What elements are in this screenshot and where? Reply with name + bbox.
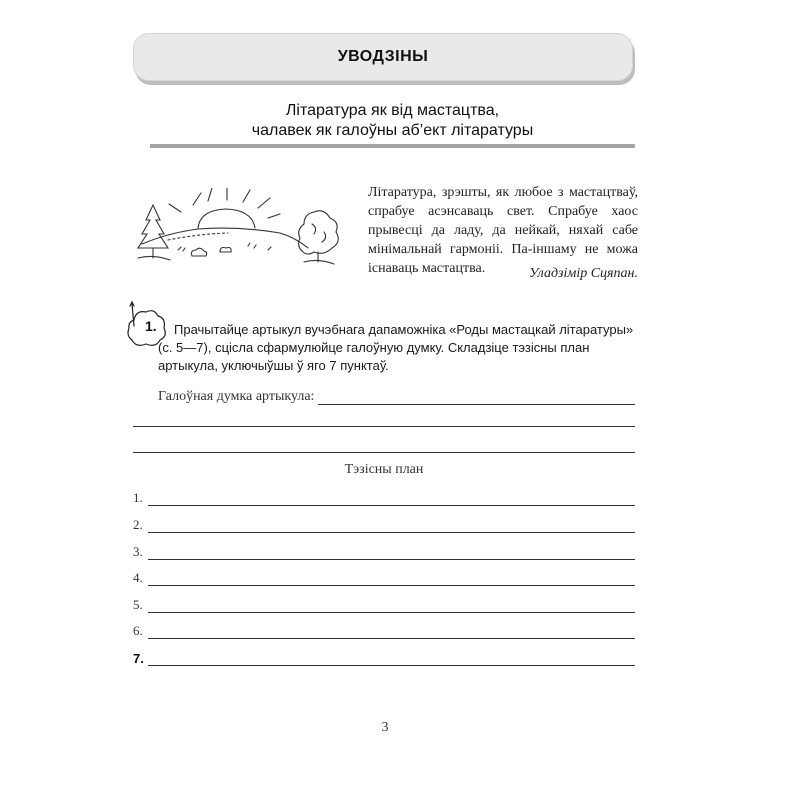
epigraph-text: Літаратура, зрэшты, як любое з мастацтваў, спрабуе асэнсаваць свет. Спрабуе хаос прывесці да ладу, да нейкай, няхай сабе мінімальнай гармоніі. Па-іншаму не можа існаваць мастацтва. <box>368 185 638 276</box>
plan-item-number: 3. <box>133 544 143 559</box>
title-divider <box>150 144 635 148</box>
plan-item <box>133 595 635 613</box>
plan-item <box>133 568 635 586</box>
main-idea-label: Галоўная думка артыкула: <box>158 389 315 404</box>
plan-item-answer-line[interactable] <box>148 600 635 613</box>
section-title-line-1: Літаратура як від мастацтва, <box>285 102 500 119</box>
task-instructions: Прачытайце артыкул вучэбнага дапаможніка «Роды мастацкай літаратуры» (с. 5—7), сцісла сфармулюйце галоўную думку. Складзіце тэзісны план артыкула, уключыўшы ў яго 7 пунктаў. <box>158 322 634 373</box>
plan-item <box>133 648 635 666</box>
plan-item <box>133 488 635 506</box>
plan-item-answer-line[interactable] <box>148 547 635 560</box>
chapter-title: УВОДЗІНЫ <box>337 48 429 65</box>
plan-item-number: 2. <box>133 517 143 532</box>
plan-item-number: 7. <box>133 651 144 666</box>
plan-item-number: 5. <box>133 597 143 612</box>
main-idea-answer-line[interactable] <box>133 426 635 427</box>
plan-title: Тэзісны план <box>344 462 424 477</box>
plan-item <box>133 542 635 560</box>
chapter-header <box>133 33 633 81</box>
plan-item-number: 4. <box>133 570 143 585</box>
main-idea-answer-line[interactable] <box>133 452 635 453</box>
plan-item-answer-line[interactable] <box>148 493 635 506</box>
main-idea-row <box>158 387 635 405</box>
epigraph-author: Уладзімір Сцяпан. <box>528 266 638 281</box>
section-title-line-2: чалавек як галоўны аб’ект літаратуры <box>251 122 534 139</box>
plan-item <box>133 621 635 639</box>
plan-item-answer-line[interactable] <box>148 573 635 586</box>
plan-item <box>133 515 635 533</box>
plan-item-answer-line[interactable] <box>148 626 635 639</box>
landscape-illustration <box>128 188 350 282</box>
plan-item-number: 6. <box>133 623 143 638</box>
plan-item-answer-line[interactable] <box>148 520 635 533</box>
page-number: 3 <box>381 720 389 735</box>
plan-item-number: 1. <box>133 490 143 505</box>
section-title <box>150 101 635 141</box>
plan-item-answer-line[interactable] <box>148 653 635 666</box>
task-number: 1. <box>145 318 157 334</box>
main-idea-input-line[interactable] <box>318 390 635 405</box>
